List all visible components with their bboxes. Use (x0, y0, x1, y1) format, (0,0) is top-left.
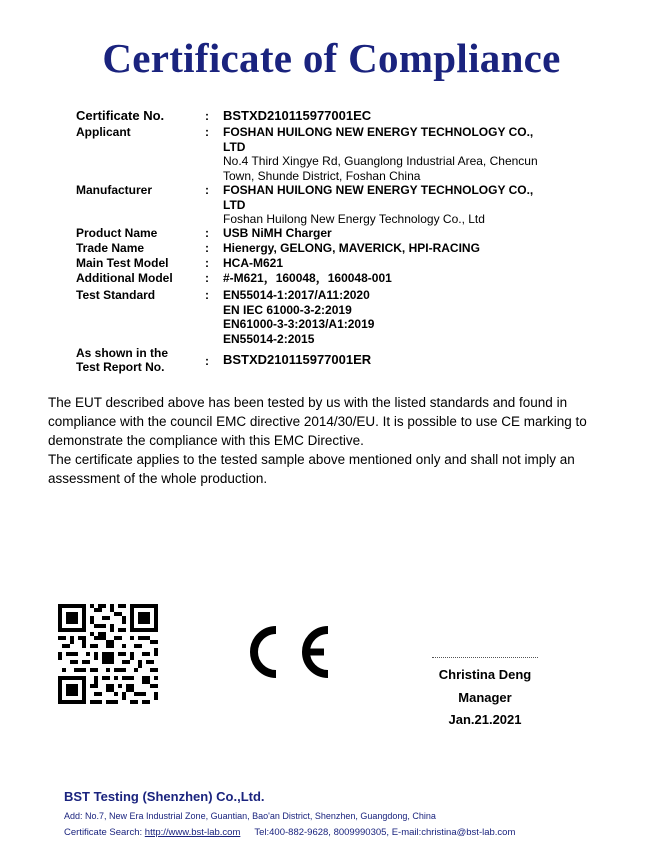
signatory-title: Manager (458, 690, 512, 705)
certificate-search-label: Certificate Search: (64, 827, 145, 838)
signature-date: Jan.21.2021 (448, 712, 522, 727)
manufacturer-address-line1: Foshan Huilong New Energy Technology Co., Ltd (223, 212, 485, 226)
test-standard-item: EN55014-2:2015 (223, 331, 315, 346)
field-colon: : (205, 226, 209, 240)
field-colon: : (205, 288, 209, 302)
qr-code-icon (58, 604, 158, 704)
field-label: Test Standard (76, 288, 156, 302)
field-label: Trade Name (76, 241, 145, 255)
field-label: Additional Model (76, 271, 173, 285)
signatory-name: Christina Deng (438, 667, 532, 682)
contact-details: Tel:400-882-9628, 8009990305, E-mail:christina@bst-lab.com (254, 827, 516, 838)
field-label: Product Name (76, 226, 158, 240)
manufacturer-name-line2: LTD (223, 197, 246, 212)
issuer-contact (64, 827, 515, 838)
test-standard-item: EN IEC 61000-3-2:2019 (223, 302, 352, 317)
field-label: Applicant (76, 125, 131, 139)
field-colon: : (205, 354, 209, 368)
field-colon: : (205, 256, 209, 270)
applicant-name-line1: FOSHAN HUILONG NEW ENERGY TECHNOLOGY CO., (223, 125, 534, 139)
issuer-address: Add: No.7, New Era Industrial Zone, Guantian, Bao'an District, Shenzhen, Guangdong, China (64, 811, 436, 821)
field-colon: : (205, 183, 209, 197)
manufacturer-name-line1: FOSHAN HUILONG NEW ENERGY TECHNOLOGY CO., (223, 183, 534, 197)
signature-line (432, 657, 538, 658)
trade-name-value: Hienergy, GELONG, MAVERICK, HPI-RACING (223, 241, 480, 255)
certificate-title: Certificate of Compliance (102, 35, 561, 81)
test-standard-item: EN55014-1:2017/A11:2020 (223, 288, 370, 302)
product-name-value: USB NiMH Charger (223, 226, 332, 240)
field-label-line1: As shown in the (76, 346, 169, 360)
field-colon: : (205, 125, 209, 139)
certificate-number: BSTXD210115977001EC (223, 108, 372, 123)
field-colon: : (205, 109, 209, 123)
test-report-number: BSTXD210115977001ER (223, 352, 372, 367)
field-colon: : (205, 271, 209, 285)
applicant-name-line2: LTD (223, 139, 246, 154)
field-label: Main Test Model (76, 256, 169, 270)
field-label: Manufacturer (76, 183, 153, 197)
main-test-model-value: HCA-M621 (223, 256, 284, 270)
field-colon: : (205, 241, 209, 255)
issuer-company: BST Testing (Shenzhen) Co.,Ltd. (64, 789, 265, 804)
additional-model-value: #-M621，160048，160048-001 (223, 271, 392, 285)
field-label-line2: Test Report No. (76, 360, 165, 374)
test-standard-item: EN61000-3-3:2013/A1:2019 (223, 317, 375, 331)
scope-statement: The certificate applies to the tested sample above mentioned only and shall not imply an assessment of the whole production. (48, 452, 575, 486)
ce-mark-icon (238, 622, 332, 682)
certificate-search-link[interactable]: http://www.bst-lab.com (144, 827, 241, 838)
compliance-statement: The EUT described above has been tested by us with the listed standards and found in compliance with the council EMC directive 2014/30/EU. It is possible to use CE marking to demonstrate the compliance with this EMC Directive. (48, 395, 587, 448)
field-label: Certificate No. (76, 108, 165, 123)
applicant-address-line2: Town, Shunde District, Foshan China (223, 168, 421, 183)
applicant-address-line1: No.4 Third Xingye Rd, Guanglong Industrial Area, Chencun (223, 154, 538, 168)
